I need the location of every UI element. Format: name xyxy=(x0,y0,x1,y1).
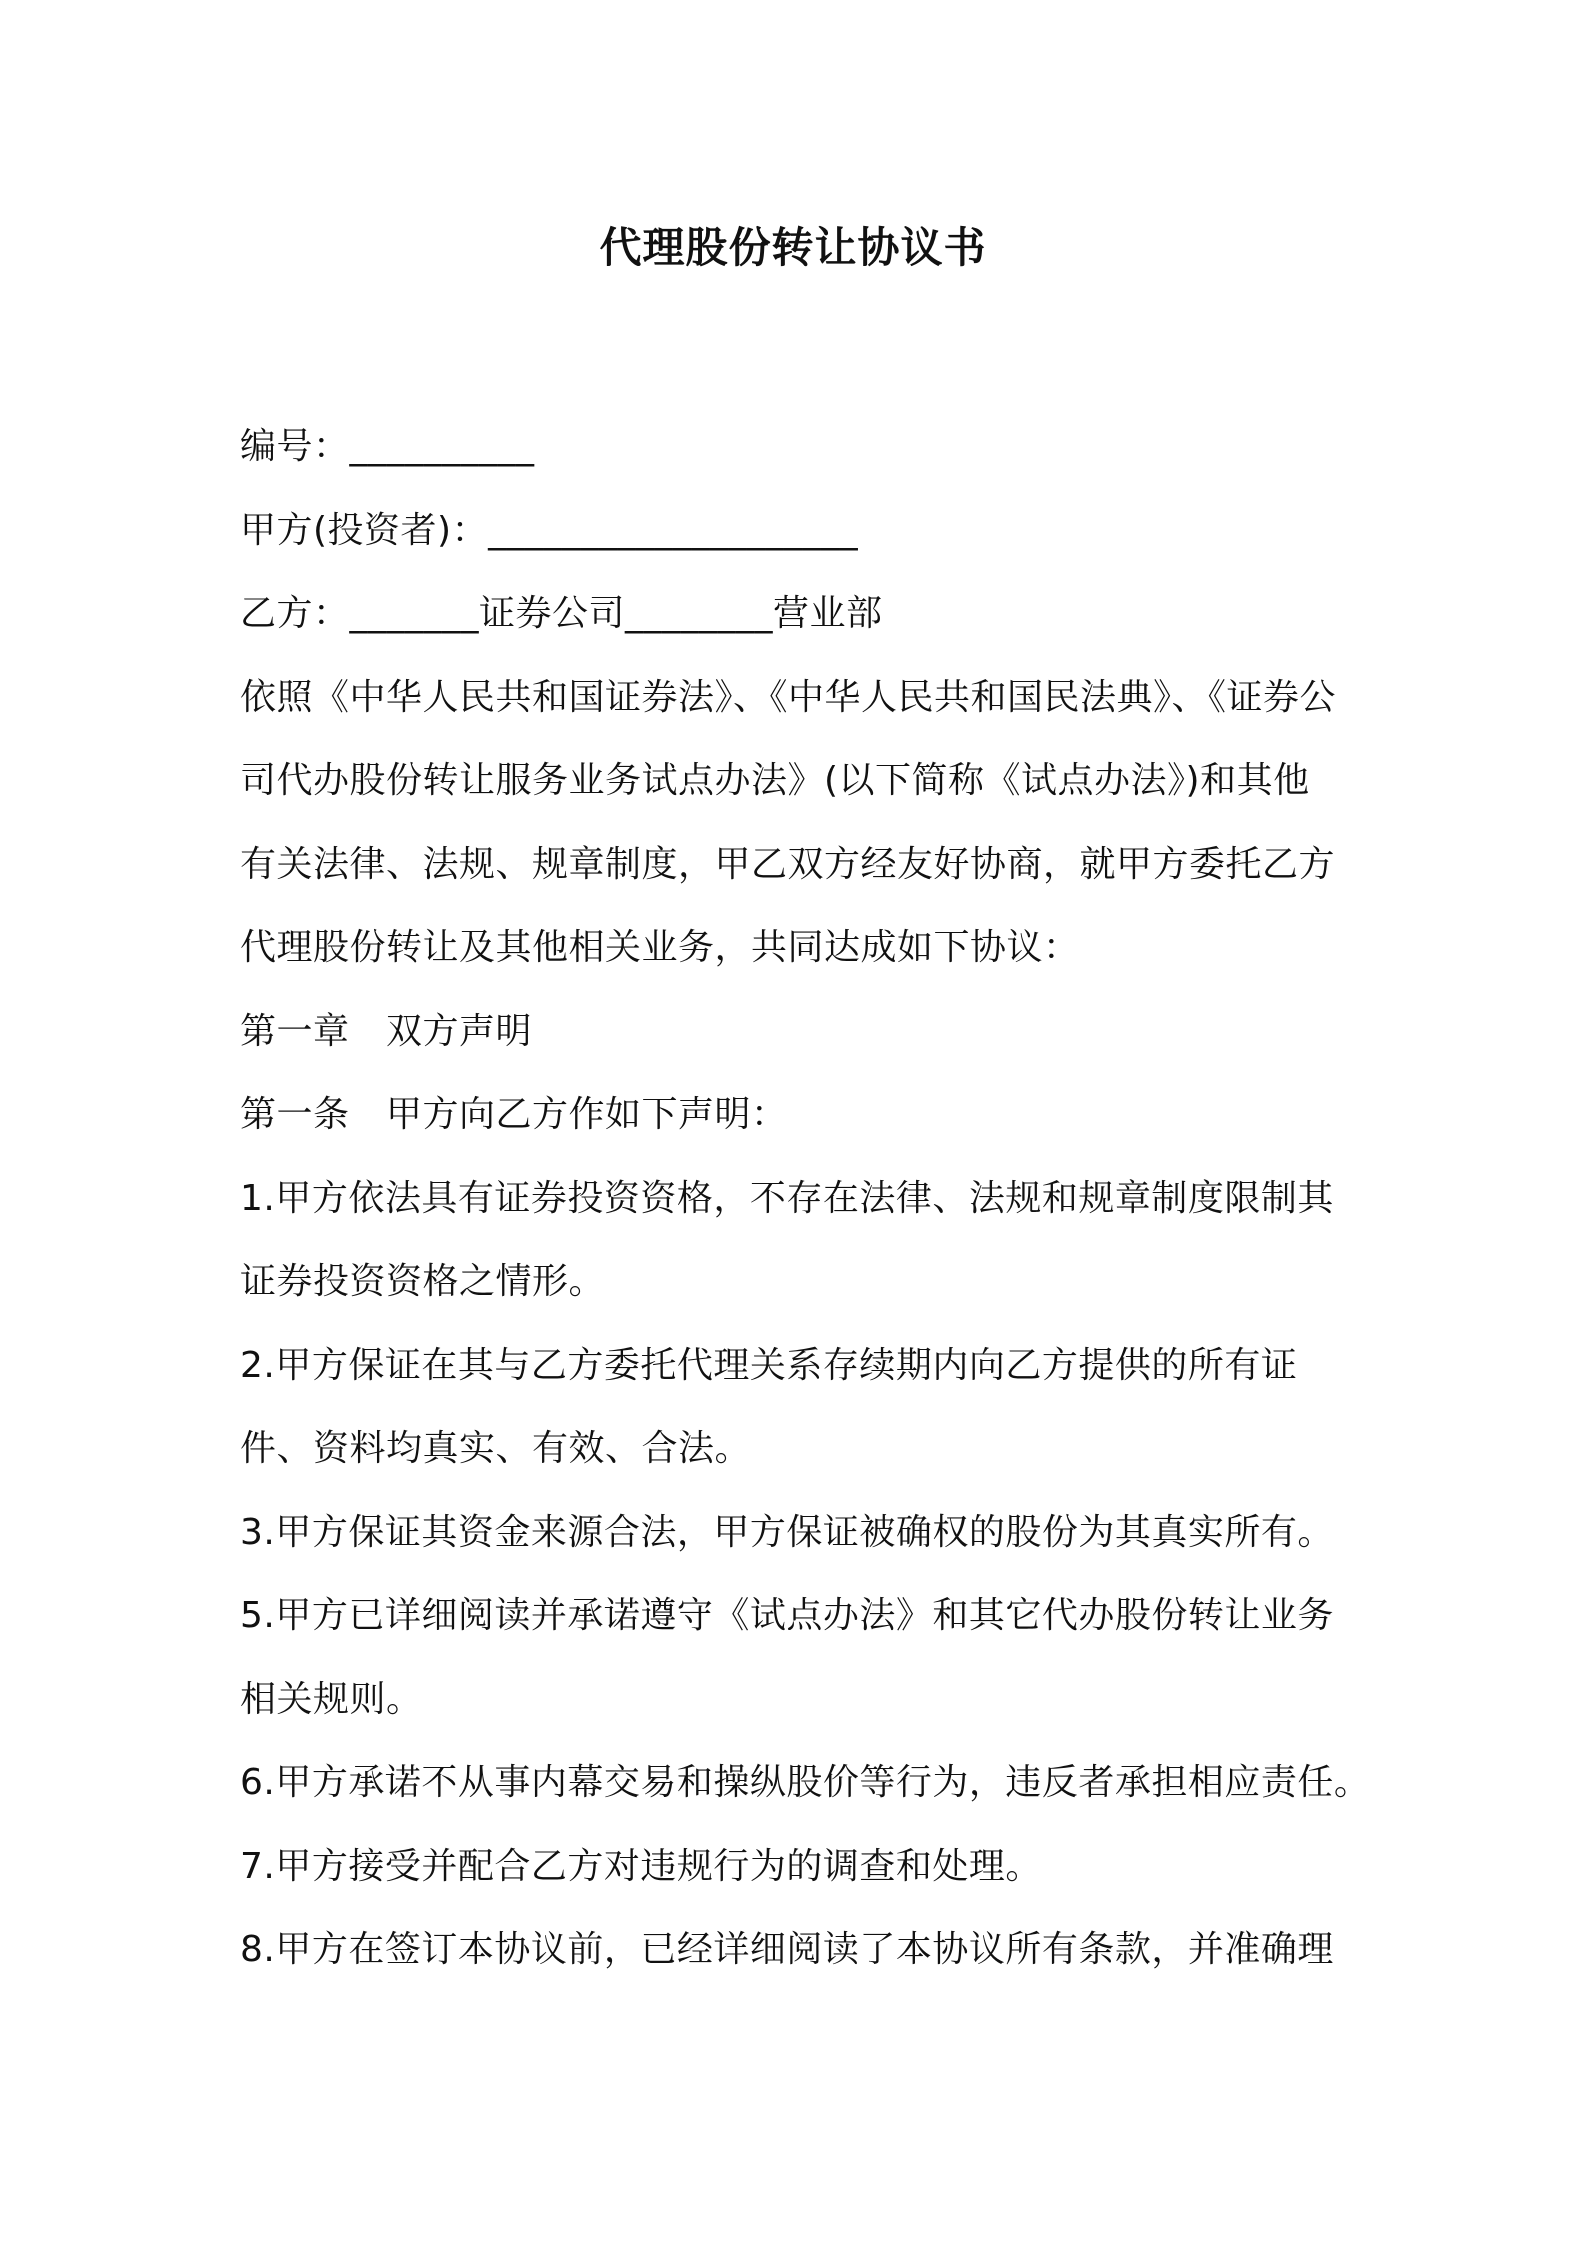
clause-6-line-1: 6.甲方承诺不从事内幕交易和操纵股价等行为，违反者承担相应责任。 xyxy=(240,1762,1371,1803)
clause-5-line-1: 5.甲方已详细阅读并承诺遵守《试点办法》和其它代办股份转让业务 xyxy=(240,1595,1334,1636)
clause-2-line-1: 2.甲方保证在其与乙方委托代理关系存续期内向乙方提供的所有证 xyxy=(240,1344,1298,1386)
clause-3-line-1: 3.甲方保证其资金来源合法，甲方保证被确权的股份为其真实所有。 xyxy=(240,1511,1334,1553)
party-b-line: 乙方：_______证券公司________营业部 xyxy=(240,593,883,634)
clause-8-line-1: 8.甲方在签订本协议前，已经详细阅读了本协议所有条款，并准确理 xyxy=(240,1929,1334,1970)
preamble-line-2: 司代办股份转让服务业务试点办法》(以下简称《试点办法》)和其他 xyxy=(240,760,1310,801)
document-title: 代理股份转让协议书 xyxy=(599,223,987,272)
preamble-line-1: 依照《中华人民共和国证券法》、《中华人民共和国民法典》、《证券公 xyxy=(240,676,1337,718)
clause-1-line-2: 证券投资资格之情形。 xyxy=(240,1261,606,1302)
party-a-line: 甲方(投资者)：____________________ xyxy=(240,509,859,551)
article-heading: 第一条 甲方向乙方作如下声明： xyxy=(240,1094,788,1135)
chapter-heading: 第一章 双方声明 xyxy=(240,1010,533,1052)
contract-number-line: 编号：__________ xyxy=(240,426,535,467)
clause-2-line-2: 件、资料均真实、有效、合法。 xyxy=(240,1428,752,1469)
document-body xyxy=(240,405,1370,1992)
preamble-line-4: 代理股份转让及其他相关业务，共同达成如下协议： xyxy=(240,927,1080,968)
preamble-line-3: 有关法律、法规、规章制度，甲乙双方经友好协商，就甲方委托乙方 xyxy=(240,843,1336,885)
clause-1-line-1: 1.甲方依法具有证券投资资格，不存在法律、法规和规章制度限制其 xyxy=(240,1177,1334,1219)
clause-5-line-2: 相关规则。 xyxy=(240,1678,423,1720)
clause-7-line-1: 7.甲方接受并配合乙方对违规行为的调查和处理。 xyxy=(240,1845,1042,1887)
